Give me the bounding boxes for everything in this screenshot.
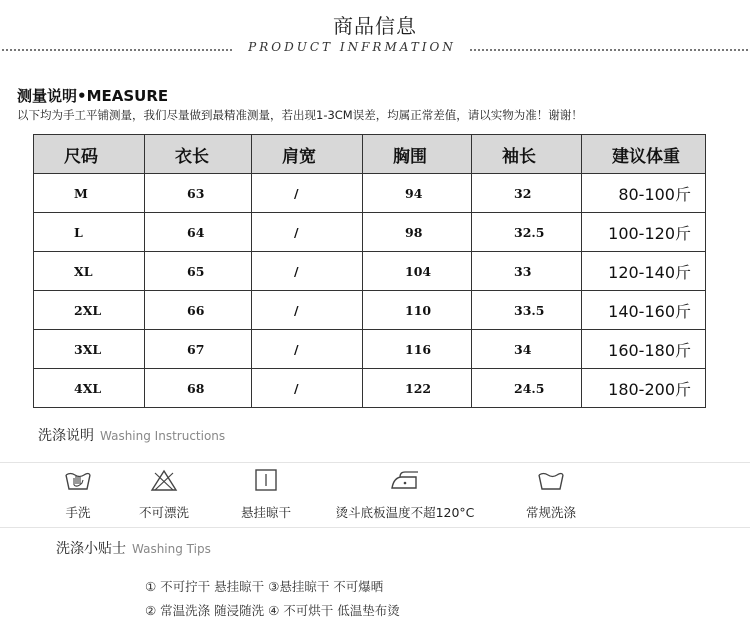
- cell-length: 66: [145, 291, 252, 330]
- header-shoulder: 肩宽: [252, 135, 363, 174]
- cell-weight: 80-100斤: [582, 174, 705, 213]
- cell-chest: 98: [363, 213, 472, 252]
- cell-sleeve: 33: [472, 252, 582, 291]
- cell-size: 2XL: [34, 291, 145, 330]
- tip-line: ① 不可拧干 悬挂晾干 ③悬挂晾干 不可爆晒: [145, 579, 384, 594]
- table-row: [34, 174, 705, 213]
- cell-shoulder: /: [252, 369, 363, 407]
- cell-size: 3XL: [34, 330, 145, 369]
- header-length: 衣长: [145, 135, 252, 174]
- care-label: 烫斗底板温度不超120°C: [335, 505, 475, 520]
- cell-length: 63: [145, 174, 252, 213]
- tips-title: 洗涤小贴士: [56, 541, 126, 557]
- table-row: [34, 213, 705, 252]
- page-subtitle: PRODUCT INFRMATION: [248, 40, 456, 54]
- cell-size: 4XL: [34, 369, 145, 407]
- cell-weight: 140-160斤: [582, 291, 705, 330]
- hang-dry-icon: [251, 467, 281, 493]
- table-row: [34, 369, 705, 407]
- measure-title: 测量说明•MEASURE: [17, 87, 169, 105]
- header-chest: 胸围: [363, 135, 472, 174]
- cell-chest: 94: [363, 174, 472, 213]
- cell-size: M: [34, 174, 145, 213]
- cell-weight: 100-120斤: [582, 213, 705, 252]
- iron-icon: [388, 467, 422, 493]
- cell-size: XL: [34, 252, 145, 291]
- cell-length: 64: [145, 213, 252, 252]
- header-weight: 建议体重: [582, 135, 705, 174]
- measure-note: 以下均为手工平铺测量，我们尽量做到最精准测量，若出现1-3CM误差，均属正常差值，请以实物为准！谢谢！: [17, 108, 583, 122]
- tip-line: ② 常温洗涤 随浸随洗 ④ 不可烘干 低温垫布烫: [145, 603, 400, 618]
- cell-length: 68: [145, 369, 252, 407]
- cell-shoulder: /: [252, 291, 363, 330]
- no-bleach-icon: [149, 467, 179, 493]
- table-row: [34, 291, 705, 330]
- cell-sleeve: 33.5: [472, 291, 582, 330]
- cell-shoulder: /: [252, 174, 363, 213]
- size-table-header-row: [34, 135, 705, 174]
- table-row: [34, 330, 705, 369]
- cell-shoulder: /: [252, 213, 363, 252]
- cell-size: L: [34, 213, 145, 252]
- cell-sleeve: 32.5: [472, 213, 582, 252]
- care-label: 不可漂洗: [138, 505, 189, 520]
- cell-length: 65: [145, 252, 252, 291]
- care-item-no-bleach: [127, 467, 201, 521]
- table-row: [34, 252, 705, 291]
- tips-heading: [56, 538, 211, 558]
- washing-heading: [38, 425, 225, 445]
- cell-shoulder: /: [252, 330, 363, 369]
- care-item-normal-wash: [515, 467, 587, 521]
- cell-sleeve: 32: [472, 174, 582, 213]
- care-item-hang-dry: [231, 467, 301, 521]
- washing-title: 洗涤说明: [38, 428, 94, 444]
- cell-chest: 122: [363, 369, 472, 407]
- care-label: 手洗: [65, 505, 91, 520]
- size-table: [33, 134, 706, 408]
- care-item-hand-wash: [48, 467, 108, 521]
- cell-weight: 180-200斤: [608, 379, 691, 399]
- cell-sleeve: 34: [472, 330, 582, 369]
- care-label: 常规洗涤: [525, 505, 576, 520]
- washing-title-en: Washing Instructions: [100, 429, 226, 443]
- header-size: 尺码: [34, 135, 145, 174]
- page-title: 商品信息: [333, 14, 417, 38]
- tips-title-en: Washing Tips: [132, 542, 211, 556]
- header-sleeve: 袖长: [472, 135, 582, 174]
- divider-right: [470, 49, 748, 51]
- cell-weight: 160-180斤: [582, 330, 705, 369]
- cell-shoulder: /: [252, 252, 363, 291]
- care-item-iron: [330, 467, 480, 521]
- cell-chest: 104: [363, 252, 472, 291]
- normal-wash-icon: [536, 467, 566, 493]
- cell-chest: 116: [363, 330, 472, 369]
- divider-left: [2, 49, 232, 51]
- cell-weight: 120-140斤: [582, 252, 705, 291]
- cell-sleeve: 24.5: [472, 369, 582, 407]
- cell-chest: 110: [363, 291, 472, 330]
- care-label: 悬挂晾干: [240, 505, 291, 520]
- hand-wash-icon: [63, 467, 93, 493]
- cell-length: 67: [145, 330, 252, 369]
